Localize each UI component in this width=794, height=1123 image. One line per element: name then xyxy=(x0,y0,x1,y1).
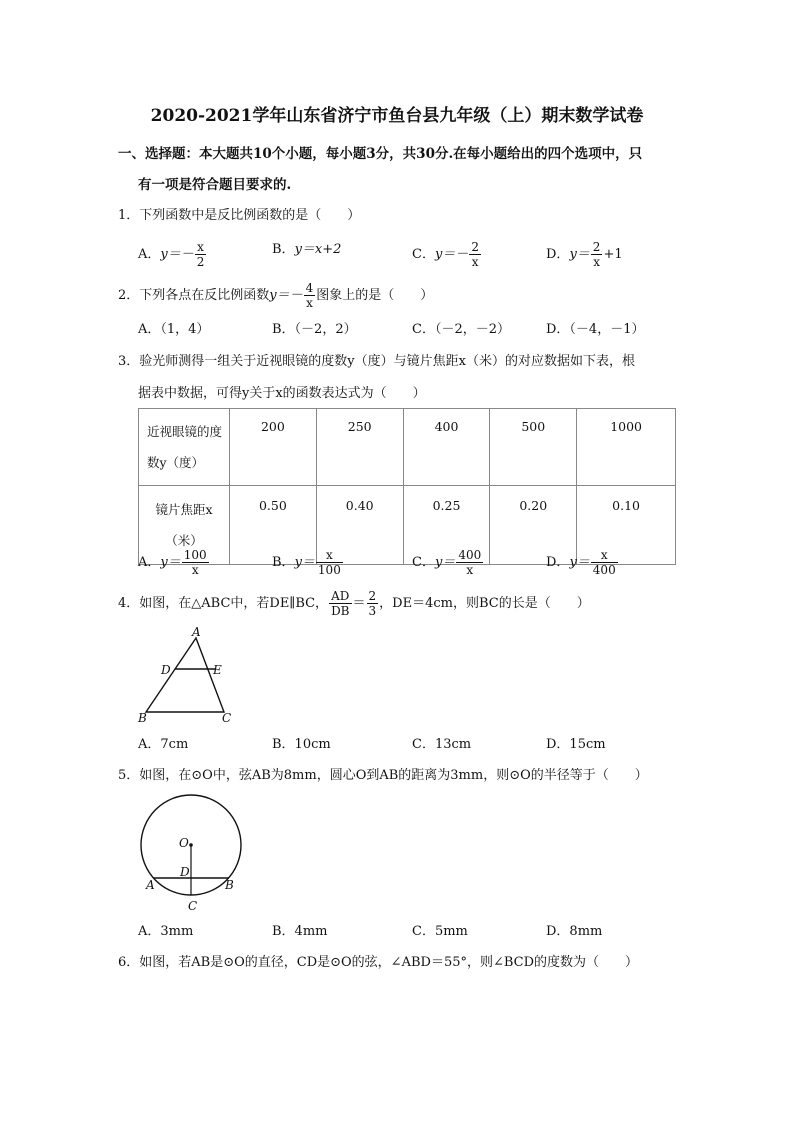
q5-circle-figure xyxy=(130,790,255,915)
q2-option-a: A．（1，4） xyxy=(138,322,210,337)
option-label: A． xyxy=(138,247,161,262)
label-d: D xyxy=(180,865,190,879)
fraction: $\frac{100}{x}$ xyxy=(183,548,207,577)
fraction: $\frac{2}{x}$ xyxy=(592,240,601,269)
table-cell: 250 xyxy=(316,409,403,486)
label-b: B xyxy=(138,711,147,725)
table-cell: 0.25 xyxy=(403,486,490,565)
q4-option-a: A．7cm xyxy=(138,737,189,752)
q5-stem: 5．如图，在⊙O中，弦AB为8mm，圆心O到AB的距离为3mm，则⊙O的半径等于（ ） xyxy=(118,768,648,783)
label-a: A xyxy=(192,625,201,639)
label-c: C xyxy=(188,899,198,913)
fraction: $\frac{400}{x}$ xyxy=(458,548,482,577)
page-title: 2020-2021学年山东省济宁市鱼台县九年级（上）期末数学试卷 xyxy=(150,106,644,126)
table-row-header: 近视眼镜的度 数y（度） xyxy=(139,409,230,486)
section-heading-line1: 一、选择题：本大题共10个小题，每小题3分，共30分.在每小题给出的四个选项中，只 xyxy=(118,146,643,162)
fraction: $\frac{x}{400}$ xyxy=(592,548,616,577)
table-cell: 0.20 xyxy=(490,486,577,565)
q4-triangle-figure xyxy=(130,622,250,732)
q1-option-a xyxy=(138,240,207,269)
q1-option-c: C．y＝－ $\frac{2}{x}$ xyxy=(412,240,479,269)
fraction: $\frac{x}{100}$ xyxy=(317,548,341,577)
q2-option-b: B．（－2，2） xyxy=(272,322,357,337)
q3-data-table xyxy=(138,408,676,565)
option-expr: y＝－ xyxy=(160,247,194,262)
fraction: $\frac{AD}{DB}$ xyxy=(331,589,350,618)
table-cell: 0.50 xyxy=(230,486,317,565)
q4-stem: 4．如图，在△ABC中，若DE∥BC， $\frac{AD}{DB}$ ＝ $\frac{2}{3}$ ，DE＝4cm，则BC的长是（ ） xyxy=(118,589,590,618)
q3-option-b: B．y＝ $\frac{x}{100}$ xyxy=(272,548,341,577)
table-row-header: 镜片焦距x （米） xyxy=(139,486,230,565)
fraction: $\frac{4}{x}$ xyxy=(305,281,314,310)
q3-stem-line2: 据表中数据，可得y关于x的函数表达式为（ ） xyxy=(138,386,426,401)
q1-option-d: D．y＝ $\frac{2}{x}$ +1 xyxy=(546,240,623,269)
label-b: B xyxy=(225,878,234,892)
table-cell: 400 xyxy=(403,409,490,486)
q4-option-d: D．15cm xyxy=(546,737,606,752)
q3-stem-line1: 3．验光师测得一组关于近视眼镜的度数y（度）与镜片焦距x（米）的对应数据如下表，根 xyxy=(118,354,635,369)
q2-option-d: D．（－4，－1） xyxy=(546,322,645,337)
q3-option-c: C．y＝ $\frac{400}{x}$ xyxy=(412,548,482,577)
label-a: A xyxy=(146,878,155,892)
table-cell: 0.40 xyxy=(316,486,403,565)
label-o: O xyxy=(179,836,189,850)
q5-option-d: D．8mm xyxy=(546,924,603,939)
q1-stem: 1．下列函数中是反比例函数的是（ ） xyxy=(118,208,361,223)
q4-option-b: B．10cm xyxy=(272,737,331,752)
fraction: $\frac{2}{x}$ xyxy=(471,240,479,269)
table-row xyxy=(139,409,676,486)
table-cell: 1000 xyxy=(577,409,676,486)
table-cell: 0.10 xyxy=(577,486,676,565)
label-d: D xyxy=(161,663,171,677)
q5-option-a: A．3mm xyxy=(138,924,194,939)
q2-option-c: C．（－2，－2） xyxy=(412,322,510,337)
fraction: $\frac{x}{2}$ xyxy=(196,240,205,269)
q5-option-b: B．4mm xyxy=(272,924,328,939)
label-c: C xyxy=(222,711,232,725)
fraction: $\frac{2}{3}$ xyxy=(368,589,377,618)
center-point xyxy=(189,843,193,847)
table-cell: 500 xyxy=(490,409,577,486)
label-e: E xyxy=(213,663,222,677)
table-cell: 200 xyxy=(230,409,317,486)
section-heading-line2: 有一项是符合题目要求的. xyxy=(138,177,292,193)
q1-option-b: B．y＝x+2 xyxy=(272,242,342,257)
q4-option-c: C．13cm xyxy=(412,737,472,752)
q3-option-a: A．y＝ $\frac{100}{x}$ xyxy=(138,548,207,577)
q6-stem: 6．如图，若AB是⊙O的直径，CD是⊙O的弦，∠ABD＝55°，则∠BCD的度数为（ ） xyxy=(118,955,639,970)
q5-option-c: C．5mm xyxy=(412,924,468,939)
q2-stem: 2．下列各点在反比例函数y＝－ $\frac{4}{x}$ 图象上的是（ ） xyxy=(118,281,434,310)
q3-option-d: D．y＝ $\frac{x}{400}$ xyxy=(546,548,616,577)
